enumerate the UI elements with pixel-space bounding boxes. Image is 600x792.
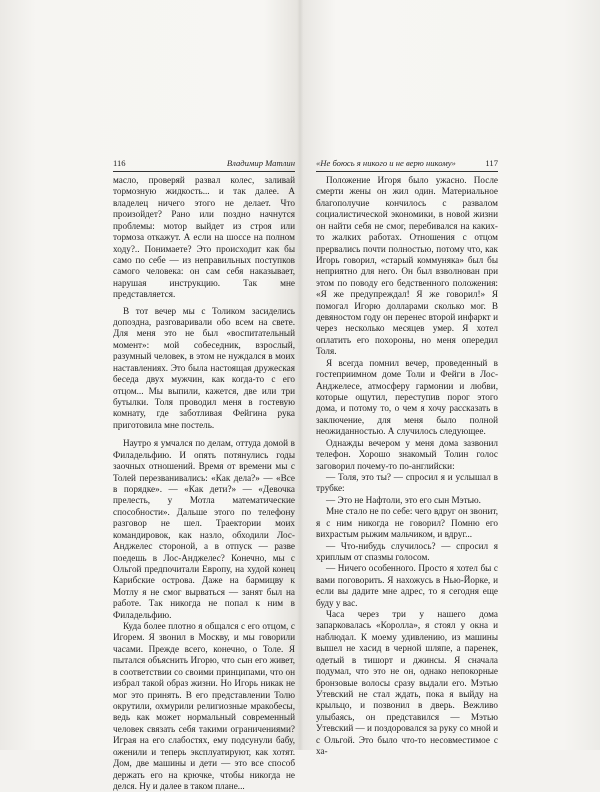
paragraph: Часа через три у нашего дома запарковалась «Королла», я стоял у окна и наблюдал. К моему удивлению, из машины вышел не хасид в черной шляпе, а паренек, одетый в тишорт и джинсы. Я сначала подумал, что это не он, однако непокорные бронзовые волосы сразу выдали его. Мэтью Утевский не стал ждать, пока я выйду на крыльцо, и позвонил в дверь. Вежливо улыбаясь, он представился — Мэтью Утевский — и поздоровался за руку со мной и с Ольгой. Это было что-то несовместимое с ха-: [316, 609, 498, 757]
paragraph: — Толя, это ты? — спросил я и услышал в трубке:: [316, 471, 498, 494]
running-head: Владимир Матлин: [226, 158, 295, 168]
left-page: [113, 158, 295, 792]
right-page-header: [316, 158, 498, 172]
right-page-body: [316, 175, 498, 758]
paragraph: Мне стало не по себе: чего вдруг он звонит, я с ним никогда не говорил? Помню его вихрастым рыжим мальчиком, и вдруг...: [316, 506, 498, 540]
paragraph: В тот вечер мы с Толиком засиделись допоздна, разговаривали обо всем на свете. Для меня это не был «воспитательный момент»: мой собеседник, взрослый, разумный человек, в этом не нуждался в моих наставлениях. Это была настоящая дружеская беседа двух мужчин, как когда-то с его отцом... Мы выпили, кажется, две или три бутылки. Толя проводил меня в гостевую комнату, где заботливая Фейгина рука приготовила мне постель.: [113, 305, 295, 430]
paragraph: — Ничего особенного. Просто я хотел бы с вами поговорить. Я нахожусь в Нью-Йорке, и если вы дадите мне адрес, то я сегодня еще буду у вас.: [316, 563, 498, 608]
left-page-header: [113, 158, 295, 172]
right-page: [316, 158, 498, 758]
paragraph: — Это не Нафтоли, это его сын Мэтью.: [326, 494, 481, 505]
paragraph: Однажды вечером у меня дома зазвонил телефон. Хорошо знакомый Толин голос заговорил почему-то по-английски:: [316, 437, 498, 471]
page-number: 117: [485, 158, 498, 168]
paragraph: — Что-нибудь случилось? — спросил я хриплым от спазмы голосом.: [316, 540, 498, 562]
page-number: 116: [113, 158, 126, 168]
paragraph: Наутро я умчался по делам, оттуда домой в Филадельфию. И опять потянулись годы заочных отношений. Время от времени мы с Толей перезванивались: «Как дела?» — «Все в порядке». — «Как дети?» — «Девочка прелесть, у Мотла математические способности». Дальше этого по телефону разговор не шел. Траектории моих командировок, как назло, обходили Лос-Анджелес стороной, а в отпуск — разве поедешь в Лос-Анджелес? Конечно, мы с Ольгой предпочитали Европу, на худой конец Карибские острова. Даже на бармицву к Мотлу я не смог вырваться — занят был на работе. Так никогда не попал к ним в Филадельфию.: [113, 438, 295, 620]
paragraph: Положение Игоря было ужасно. После смерти жены он жил один. Материальное благополучие кончилось с развалом социалистической экономики, в новой жизни он найти себя не смог, перебивался на каких-то жалких работах. Отношения с отцом прервались почти полностью, потому что, как Игорь говорил, «старый коммуняка» был бы неприятно для него. Он был взволнован при этом по поводу его бедственного положения: «Я же предупреждал! Я же говорил!» Я помогал Игорю долларами сколько мог. В девяностом году он перенес второй инфаркт и через несколько месяцев умер. Я хотел оплатить его похороны, но меня опередил Толя.: [316, 175, 498, 357]
running-head: «Не боюсь я никого и не верю никому»: [316, 158, 456, 168]
paragraph: масло, проверяй развал колес, заливай тормозную жидкость... и так далее. А владелец ничего этого не делает. Что произойдет? Рано или поздно начнутся проблемы: мотор выйдет из строя или тормоза откажут. А если на шоссе на полном ходу?.. Понимаете? Это происходит как бы само по себе — из неправильных поступков самого человека: он сам себя наказывает, нарушая инструкцию. Так мне представляется.: [113, 175, 295, 300]
left-page-body: [113, 175, 295, 792]
paragraph: Куда более плотно я общался с его отцом, с Игорем. Я звонил в Москву, и мы говорили часами. Прежде всего, конечно, о Толе. Я пытался объяснить Игорю, что сын его живет, в соответствии со своими принципами, что он избрал такой образ жизни. Но Игорь никак не мог это принять. В его представлении Толю окрутили, охмурили религиозные мракобесы, ведь как может нормальный современный человек связать себя такими ограничениями? Играя на его слабостях, ему подсунули бабу, оженили и теперь эксплуатируют, как хотят. Дом, две машины и дети — это все способ держать его на крючке, чтобы никогда не делся. Ну и далее в таком плане...: [113, 621, 295, 791]
paragraph: Я всегда помнил вечер, проведенный в гостеприимном доме Толи и Фейги в Лос-Анджелесе, атмосферу гармонии и любви, которые ощутил, переступив порог этого дома, и потому то, о чем я хочу рассказать в заключение, для меня было полной неожиданностью. А случилось следующее.: [316, 357, 498, 437]
